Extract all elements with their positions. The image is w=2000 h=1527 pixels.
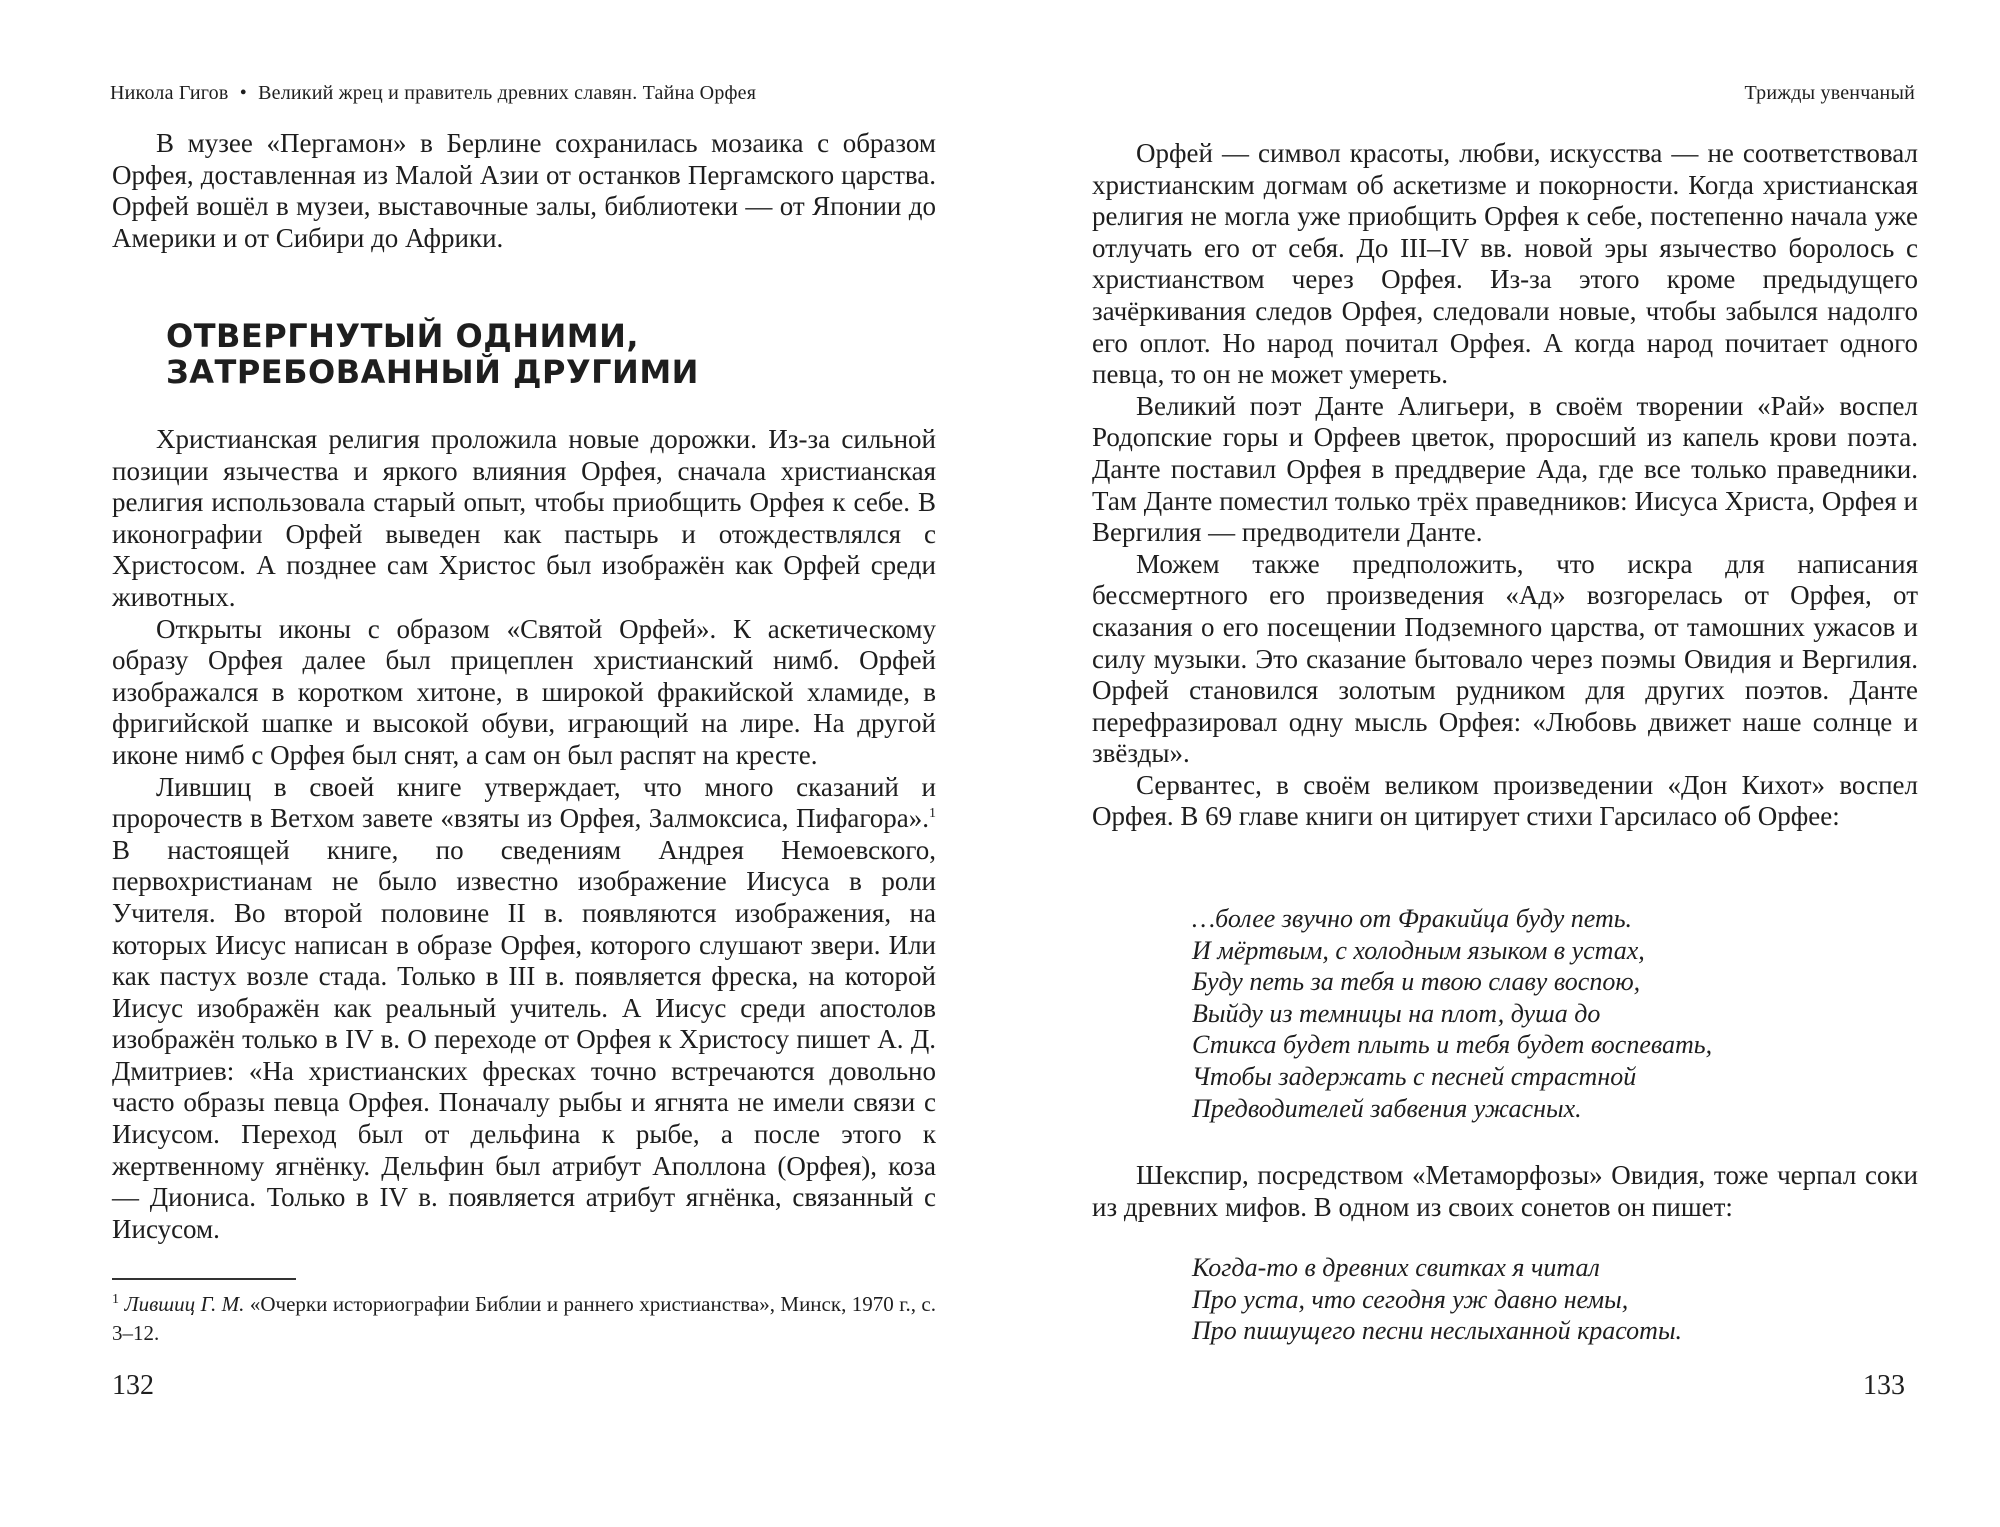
paragraph: Можем также предположить, что искра для написания бессмертного его произведения «Ад» возгорелась от Орфея, от сказания о его посещении Подземного царства, от тамошних ужасов и силу музыки. Это сказание бытовало через поэмы Овидия и Вергилия. Орфей становился золотым рудником для других поэтов. Данте перефразировал одну мысль Орфея: «Любовь движет наше солнце и звёзды».: [1092, 548, 1918, 769]
footnote: [112, 1290, 936, 1348]
footnote-marker: 1: [112, 1292, 119, 1307]
paragraph: Сервантес, в своём великом произведении «Дон Кихот» воспел Орфея. В 69 главе книги он цитирует стихи Гарсиласо об Орфее:: [1092, 769, 1918, 832]
poem-line: Про пишущего песни неслыханной красоты.: [1192, 1316, 1683, 1346]
paragraph-with-footnote: [112, 772, 936, 1246]
page-number-left: 132: [112, 1370, 154, 1401]
section-heading-line-1: ОТВЕРГНУТЫЙ ОДНИМИ,: [166, 317, 640, 355]
running-head-author: Никола Гигов: [110, 82, 229, 104]
left-running-head: [110, 82, 756, 105]
section-heading-line-2: ЗАТРЕБОВАННЫЙ ДРУГИМИ: [166, 353, 699, 391]
poem-line: Выйду из темницы на плот, душа до: [1192, 998, 1601, 1028]
footnote-author: Лившиц Г. М.: [124, 1292, 245, 1316]
paragraph: Открыты иконы с образом «Святой Орфей». К аскетическому образу Орфея далее был прицеплен христианский нимб. Орфей изображался в коротком хитоне, в широкой фракийской хламиде, в фригийской шапке и высокой обуви, играющий на лире. На другой иконе нимб с Орфея был снят, а сам он был распят на кресте.: [112, 613, 936, 770]
poem-garcilaso: [1092, 903, 2000, 1124]
poem-line: …более звучно от Фракийца буду петь.: [1192, 904, 1633, 933]
paragraph: Орфей — символ красоты, любви, искусства — не соответствовал христианским догмам об аскетизме и покорности. Когда христианская религия не могла уже приобщить Орфея к себе, постепенно начала уже отлучать его от себя. До III–IV вв. новой эры язычество боролось с христианством через Орфея. Из-за этого кроме предыдущего зачёркивания следов Орфея, следовали новые, чтобы забылся надолго его оплот. Но народ почитал Орфея. А когда народ почитает одного певца, то он не может умереть.: [1092, 138, 1918, 390]
footnote-divider: [112, 1278, 296, 1280]
paragraph: Христианская религия проложила новые дорожки. Из-за сильной позиции язычества и яркого влияния Орфея, сначала христианская религия использовала старый опыт, чтобы приобщить Орфея к себе. В иконографии Орфей выведен как пастырь и отождествлялся с Христосом. А позднее сам Христос был изображён как Орфей среди животных.: [112, 424, 936, 612]
right-body-shakespeare: [1092, 1160, 1918, 1223]
right-running-head: Трижды увенчаный: [1744, 82, 1915, 104]
running-head-separator: •: [239, 82, 247, 104]
poem-line: Предводителей забвения ужасных.: [1192, 1093, 1582, 1123]
right-body-main: [1092, 138, 1918, 833]
right-page: [1000, 0, 2000, 1527]
paragraph: Шекспир, посредством «Метаморфозы» Овидия, тоже черпал соки из древних мифов. В одном из своих сонетов он пишет:: [1092, 1160, 1918, 1222]
running-head-book-title: Великий жрец и правитель древних славян. Тайна Орфея: [258, 82, 757, 104]
poem-line: И мёртвым, с холодным языком в устах,: [1192, 935, 1645, 965]
left-body-main: [112, 424, 936, 1245]
poem-sonnet: [1092, 1252, 2000, 1347]
poem-line: Про уста, что сегодня уж давно немы,: [1192, 1284, 1629, 1314]
left-body-intro: [112, 128, 936, 254]
paragraph: В музее «Пергамон» в Берлине сохранилась мозаика с образом Орфея, доставленная из Малой Азии от останков Пергамского царства. Орфей вошёл в музеи, выставочные залы, библиотеки — от Японии до Америки и от Сибири до Африки.: [112, 128, 936, 253]
footnote-reference: 1: [929, 806, 936, 822]
poem-line: Чтобы задержать с песней страстной: [1192, 1061, 1637, 1091]
section-heading-block: [112, 318, 936, 390]
paragraph-text: Лившиц в своей книге утверждает, что много сказаний и пророчеств в Ветхом завете «взяты из Орфея, Залмоксиса, Пифагора».: [112, 771, 936, 834]
paragraph-text-continued: В настоящей книге, по сведениям Андрея Немоевского, первохристианам не было известно изображение Иисуса в роли Учителя. Во второй половине II в. появляются изображения, на которых Иисус написан в образе Орфея, которого слушают звери. Или как пастух возле стада. Только в III в. появляется фреска, на которой Иисус изображён как реальный учитель. А Иисус среди апостолов изображён только в IV в. О переходе от Орфея к Христосу пишет А. Д. Дмитриев: «На христианских фресках точно встречаются довольно часто образы певца Орфея. Поначалу рыбы и ягнята не имели связи с Иисусом. Переход был от дельфина к рыбе, а после этого к жертвенному ягнёнку. Дельфин был атрибут Аполлона (Орфея), коза — Диониса. Только в IV в. появляется атрибут ягнёнка, связанный с Иисусом.: [112, 834, 936, 1244]
poem-line: Буду петь за тебя и твою славу воспою,: [1192, 967, 1641, 997]
page-number-right: 133: [1863, 1370, 1905, 1401]
footnote-text: «Очерки историографии Библии и раннего христианства», Минск, 1970 г., с. 3–12.: [112, 1292, 936, 1345]
poem-line: Когда-то в древних свитках я читал: [1192, 1253, 1600, 1282]
paragraph: Великий поэт Данте Алигьери, в своём творении «Рай» воспел Родопские горы и Орфеев цветок, проросший из капель крови поэта. Данте поставил Орфея в преддверие Ада, где все только праведники. Там Данте поместил только трёх праведников: Иисуса Христа, Орфея и Вергилия — предводители Данте.: [1092, 390, 1918, 548]
poem-line: Стикса будет плыть и тебя будет воспевать,: [1192, 1030, 1713, 1060]
